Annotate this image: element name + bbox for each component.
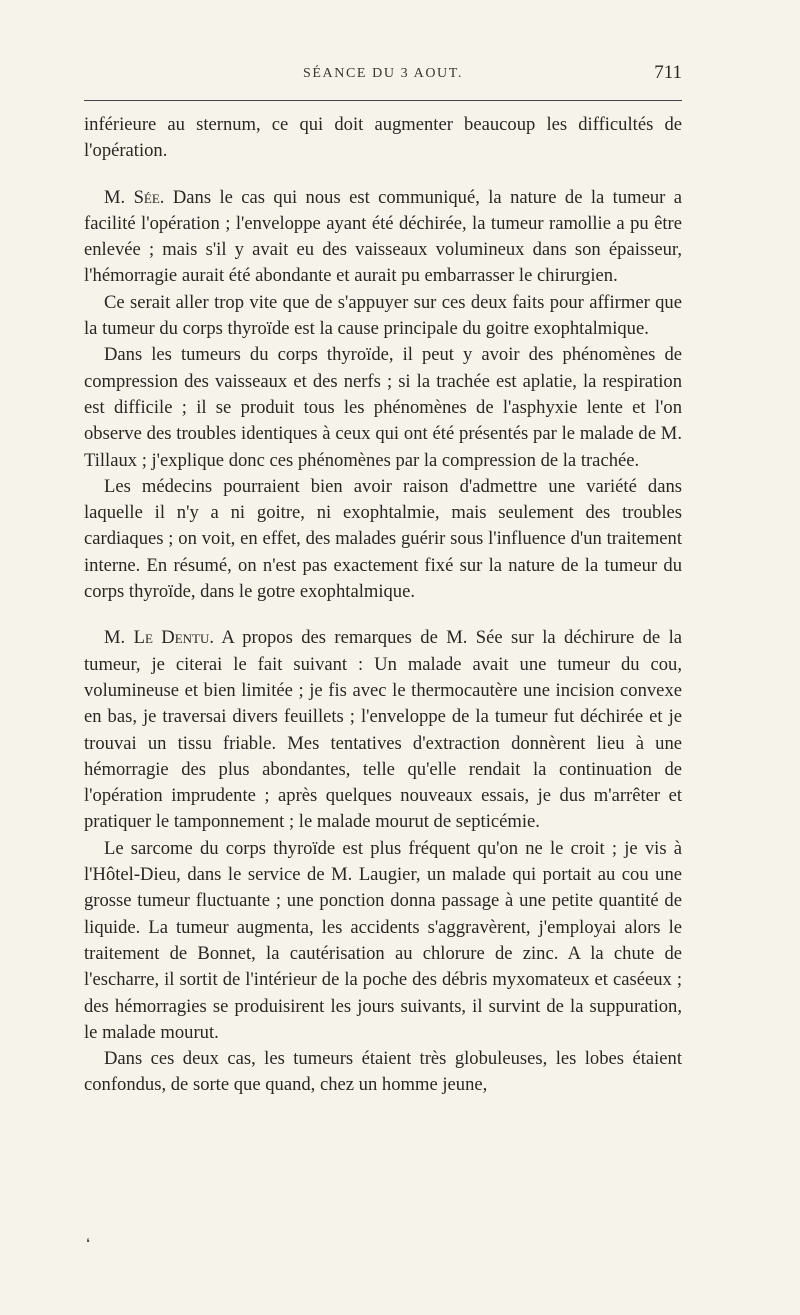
paragraph (84, 1046, 682, 1099)
page-header (84, 62, 682, 92)
page-number: 711 (654, 62, 682, 83)
paragraph (84, 342, 682, 473)
header-rule (84, 100, 682, 101)
paragraph-text: A propos des remarques de M. Sée sur la déchirure de la tumeur, je citerai le fait suivant : Un malade avait une tumeur du cou, volumineuse et bien limitée ; je fis avec le thermocautère une incision convexe en bas, je traversai divers feuillets ; l'enveloppe de la tumeur fut déchirée et je trouvai un tissu friable. Mes tentatives d'extraction donnèrent lieu à une hémorragie des plus abondantes, telle qu'elle rendait la continuation de l'opération imprudente ; après quelques nouveaux essais, je dus m'arrêter et pratiquer le tamponnement ; le malade mourut de septicémie. (84, 627, 682, 833)
paragraph-text: Dans le cas qui nous est communiqué, la nature de la tumeur a facilité l'opération ; l'enveloppe ayant été déchirée, la tumeur ramollie a pu être enlevée ; mais s'il y avait eu des vaisseaux volumineux dans son épaisseur, l'hémorragie aurait été abondante et aurait pu embarrasser le chirurgien. (84, 186, 682, 287)
paragraph (84, 185, 682, 290)
speaker-name: M. Le Dentu. (104, 627, 215, 649)
paragraph-text: Dans les tumeurs du corps thyroïde, il peut y avoir des phénomènes de compression des vaisseaux et des nerfs ; si la trachée est aplatie, la respiration est difficile ; il se produit tous les phénomènes de l'asphyxie lente et l'on observe des troubles identiques à ceux qui ont été présentés par le malade de M. Tillaux ; j'explique donc ces phénomènes par la compression de la trachée. (84, 344, 682, 471)
body-text (84, 112, 682, 1099)
speaker-name: M. Sée. (104, 186, 165, 208)
paragraph (84, 625, 682, 835)
paragraph-text: inférieure au sternum, ce qui doit augmenter beaucoup les difficultés de l'opération. (84, 114, 682, 162)
paragraph-text: Les médecins pourraient bien avoir raison d'admettre une variété dans laquelle il n'y a ni goitre, ni exophtalmie, mais seulement des troubles cardiaques ; on voit, en effet, des malades guérir sous l'influence d'un traitement interne. En résumé, on n'est pas exactement fixé sur la nature de la tumeur du corps thyroïde, dans le gotre exophtalmique. (84, 475, 682, 603)
stray-mark: ❛ (86, 1236, 90, 1250)
running-head: SÉANCE DU 3 AOUT. (303, 66, 463, 81)
paragraph-text: Ce serait aller trop vite que de s'appuyer sur ces deux faits pour affirmer que la tumeur du corps thyroïde est la cause principale du goitre exophtalmique. (84, 291, 682, 340)
paragraph (84, 474, 682, 605)
paragraph-text: Dans ces deux cas, les tumeurs étaient très globuleuses, les lobes étaient confondus, de sorte que quand, chez un homme jeune, (84, 1048, 682, 1096)
paragraph-text: Le sarcome du corps thyroïde est plus fréquent qu'on ne le croit ; je vis à l'Hôtel-Dieu, dans le service de M. Laugier, un malade qui portait au cou une grosse tumeur fluctuante ; une ponction donna passage à une petite quantité de liquide. La tumeur augmenta, les accidents s'aggravèrent, j'employai alors le traitement de Bonnet, la cautérisation au chlorure de zinc. A la chute de l'escharre, il sortit de l'intérieur de la poche des débris myxomateux et caséeux ; des hémorragies se produisirent les jours suivants, il survint de la suppuration, le malade mourut. (84, 837, 682, 1043)
paragraph (84, 836, 682, 1046)
paragraph (84, 112, 682, 165)
paragraph (84, 290, 682, 343)
